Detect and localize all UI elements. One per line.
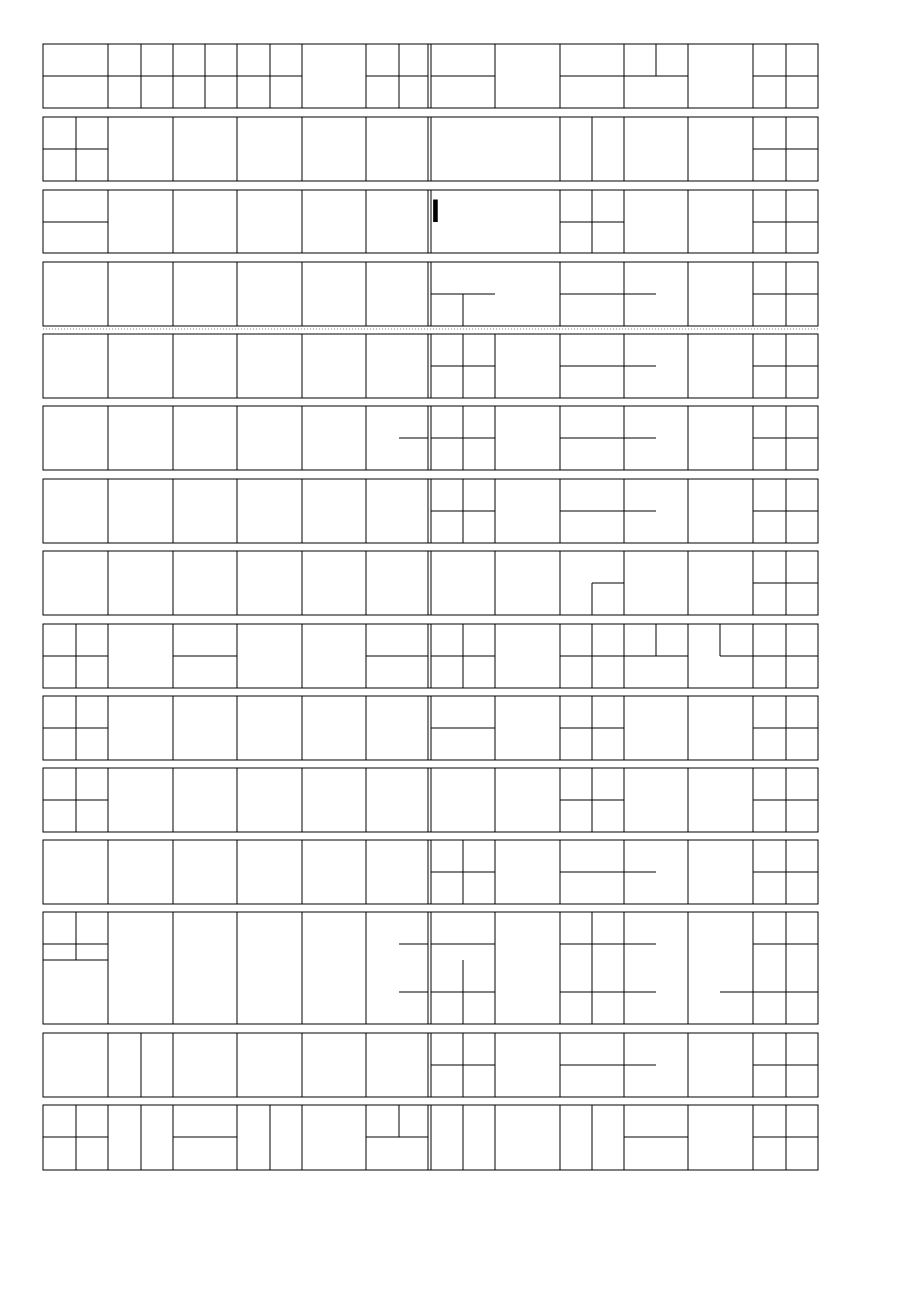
- text-cursor-mark: I: [431, 193, 440, 229]
